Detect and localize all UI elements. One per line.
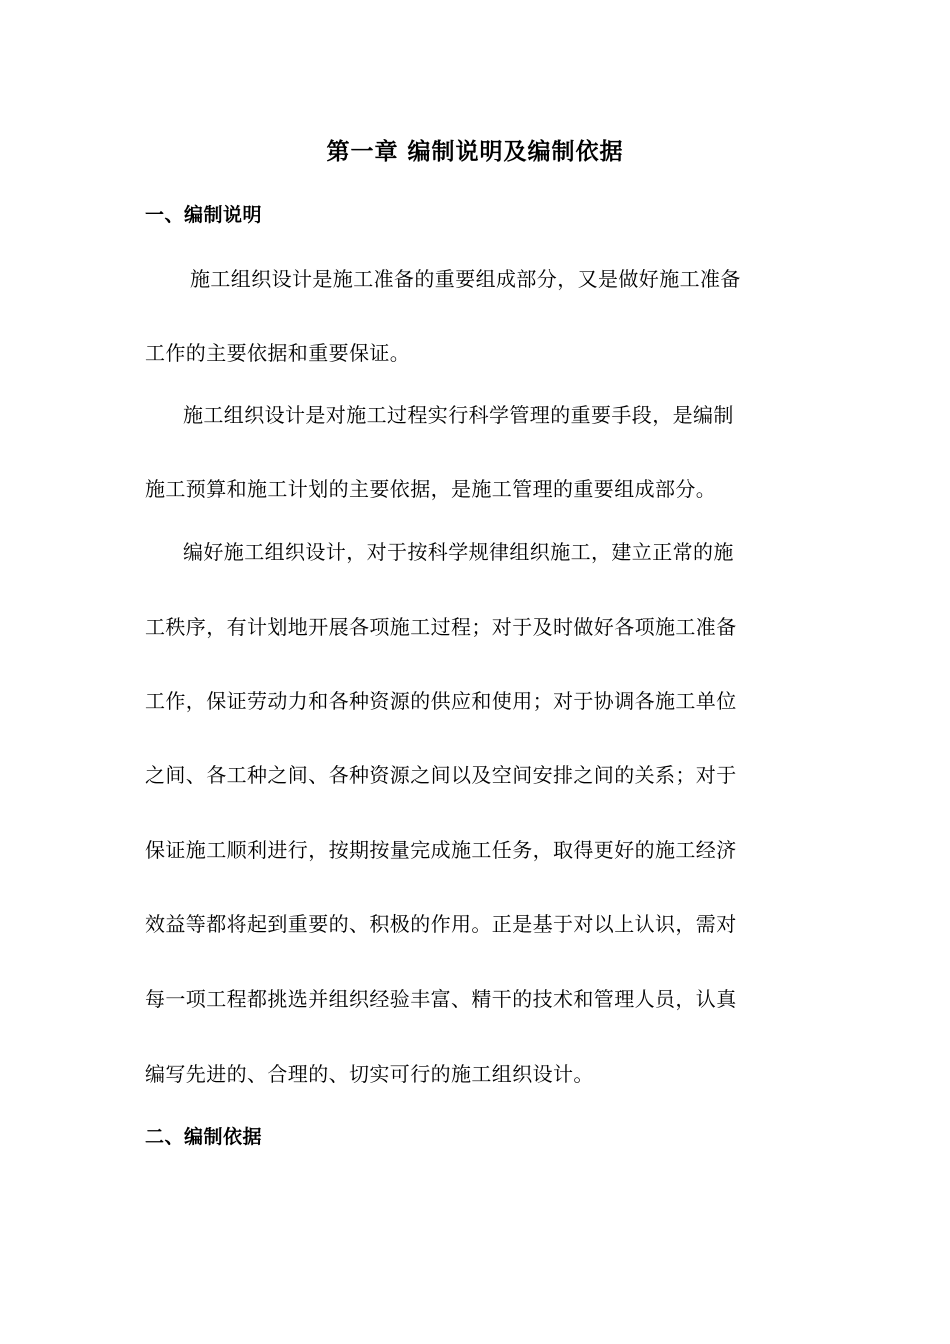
paragraph-3-line-4: 之间、各工种之间、各种资源之间以及空间安排之间的关系；对于 [145, 763, 737, 787]
paragraph-3-line-1: 编好施工组织设计，对于按科学规律组织施工，建立正常的施 [183, 540, 734, 564]
paragraph-3-line-7: 每一项工程都挑选并组织经验丰富、精干的技术和管理人员，认真 [145, 987, 737, 1011]
paragraph-3-line-2: 工秩序，有计划地开展各项施工过程；对于及时做好各项施工准备 [145, 615, 737, 639]
paragraph-3-line-8: 编写先进的、合理的、切实可行的施工组织设计。 [145, 1062, 594, 1086]
paragraph-1-line-2: 工作的主要依据和重要保证。 [145, 341, 411, 365]
paragraph-3-line-5: 保证施工顺利进行，按期按量完成施工任务，取得更好的施工经济 [145, 838, 737, 862]
section-heading-compilation-basis: 二、编制依据 [145, 1126, 263, 1148]
paragraph-2-line-1: 施工组织设计是对施工过程实行科学管理的重要手段，是编制 [183, 403, 734, 427]
paragraph-2-line-2: 施工预算和施工计划的主要依据，是施工管理的重要组成部分。 [145, 477, 717, 501]
chapter-title: 第一章 编制说明及编制依据 [326, 139, 624, 165]
paragraph-3-line-3: 工作，保证劳动力和各种资源的供应和使用；对于协调各施工单位 [145, 689, 737, 713]
paragraph-3-line-6: 效益等都将起到重要的、积极的作用。正是基于对以上认识，需对 [145, 912, 737, 936]
paragraph-1-line-1: 施工组织设计是施工准备的重要组成部分，又是做好施工准备 [190, 267, 741, 291]
section-heading-compilation-notes: 一、编制说明 [145, 204, 263, 226]
